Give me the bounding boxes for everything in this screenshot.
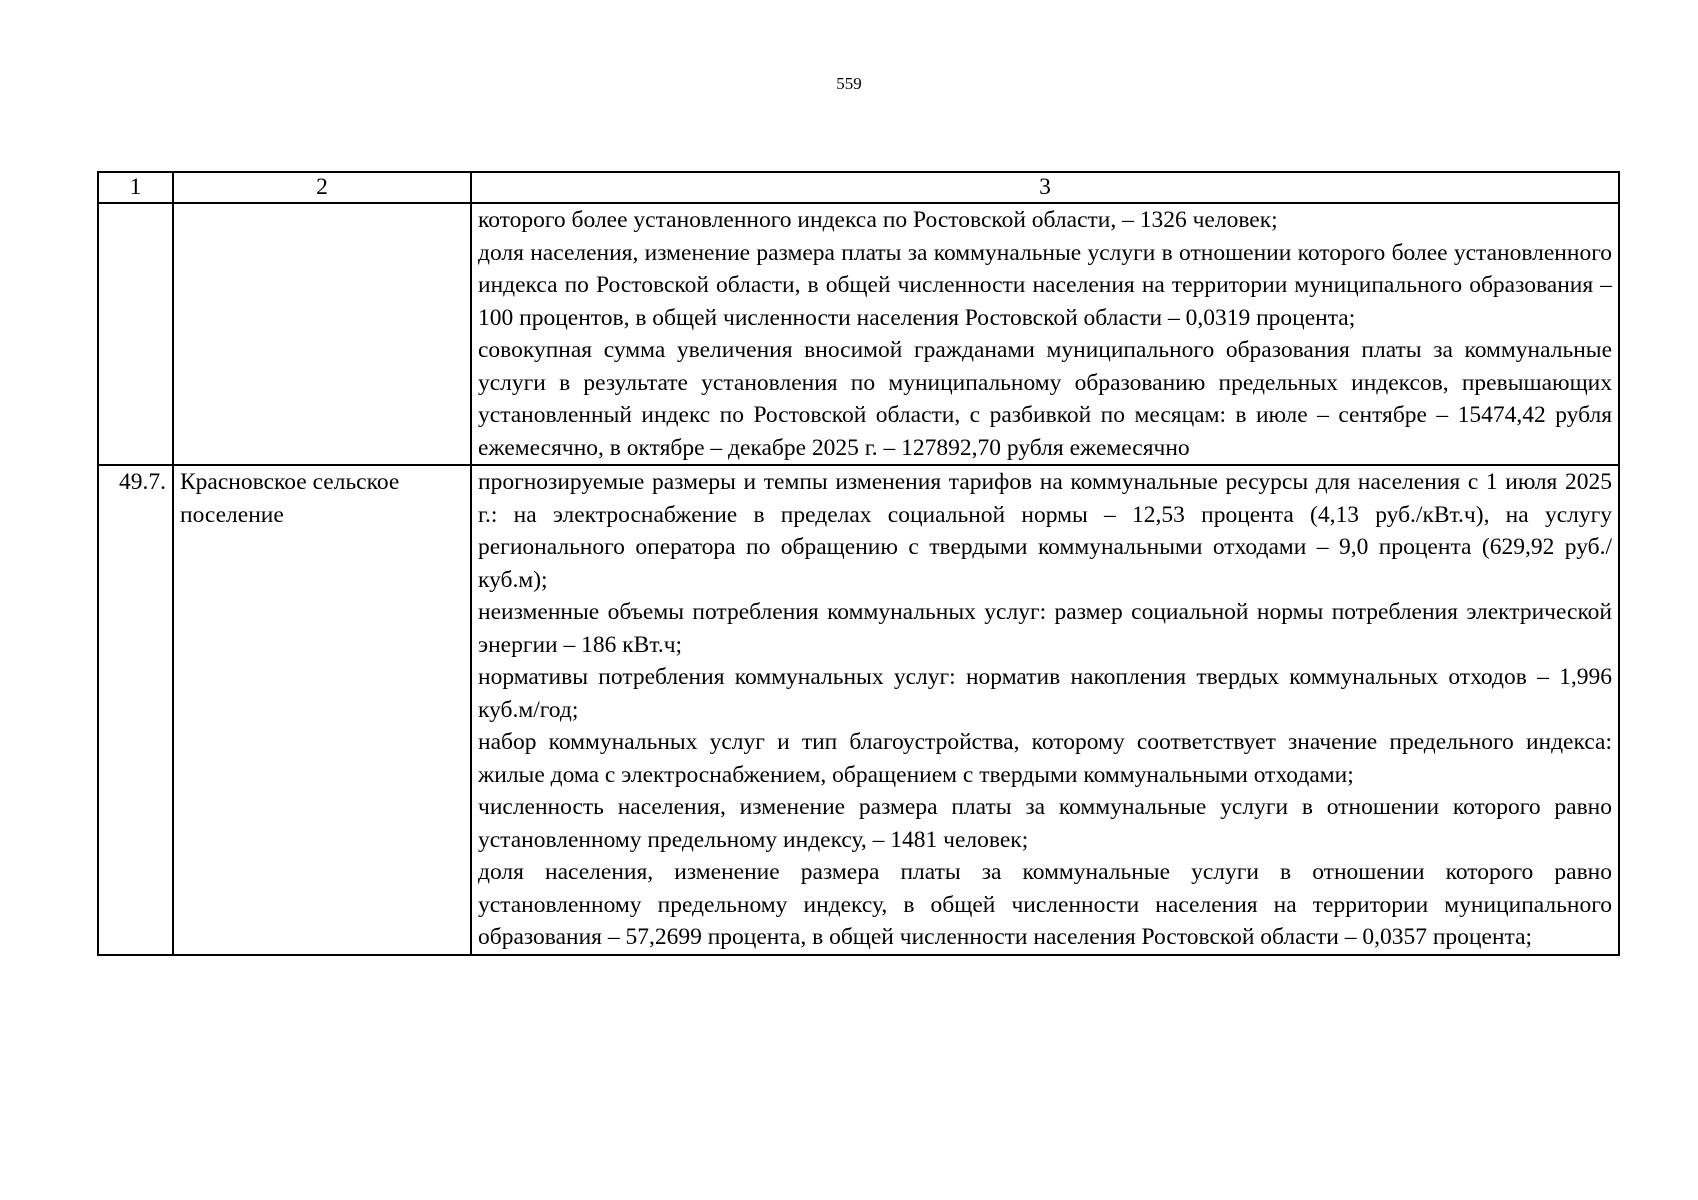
header-cell-2: 2 — [173, 172, 471, 203]
table-header-row — [98, 172, 1619, 203]
paragraph: неизменные объемы потребления коммунальных услуг: размер социальной нормы потребления электрической энергии – 186 кВт.ч; — [478, 599, 1612, 658]
row-name-cell: Красновское сельское поселение — [173, 465, 471, 955]
header-cell-3: 3 — [471, 172, 1619, 203]
table-row — [98, 203, 1619, 465]
row-number-cell — [98, 203, 173, 465]
row-number-cell: 49.7. — [98, 465, 173, 955]
paragraph: численность населения, изменение размера платы за коммунальные услуги в отношении которого равно установленному предельному индексу, – 1481 человек; — [478, 794, 1612, 853]
row-name-cell — [173, 203, 471, 465]
paragraph: совокупная сумма увеличения вносимой гражданами муниципального образования платы за коммунальные услуги в результате установления по муниципальному образованию предельных индексов, превышающих установленный индекс по Ростовской области, с разбивкой по месяцам: в июле – сентябре – 15474,42 рубля ежемесячно, в октябре – декабре 2025 г. – 127892,70 рубля ежемесячно — [478, 337, 1612, 461]
paragraph: доля населения, изменение размера платы за коммунальные услуги в отношении которого равно установленному предельному индексу, в общей численности населения на территории муниципального образования – 57,2699 процента, в общей численности населения Ростовской области – 0,0357 процента; — [478, 859, 1612, 950]
paragraph: доля населения, изменение размера платы за коммунальные услуги в отношении которого более установленного индекса по Ростовской области, в общей численности населения на территории муниципального образования – 100 процентов, в общей численности населения Ростовской области – 0,0319 процента; — [478, 239, 1612, 331]
page-number: 559 — [836, 74, 862, 93]
paragraph: нормативы потребления коммунальных услуг: норматив накопления твердых коммунальных отходов – 1,996 куб.м/год; — [478, 664, 1612, 723]
row-text-cell — [471, 465, 1619, 955]
header-cell-1: 1 — [98, 172, 173, 203]
table-row — [98, 465, 1619, 955]
paragraph: набор коммунальных услуг и тип благоустройства, которому соответствует значение предельного индекса: жилые дома с электроснабжением, обращением с твердыми коммунальными отходами; — [478, 729, 1612, 788]
paragraph: которого более установленного индекса по Ростовской области, – 1326 человек; — [478, 207, 1278, 233]
tariff-table — [97, 171, 1620, 956]
paragraph: прогнозируемые размеры и темпы изменения тарифов на коммунальные ресурсы для населения с 1 июля 2025 г.: на электроснабжение в пределах социальной нормы – 12,53 процента (4,13 руб./кВт.ч), на услугу регионального оператора по обращению с твердыми коммунальными отходами – 9,0 процента (629,92 руб./куб.м); — [478, 469, 1612, 593]
row-text-cell — [471, 203, 1619, 465]
